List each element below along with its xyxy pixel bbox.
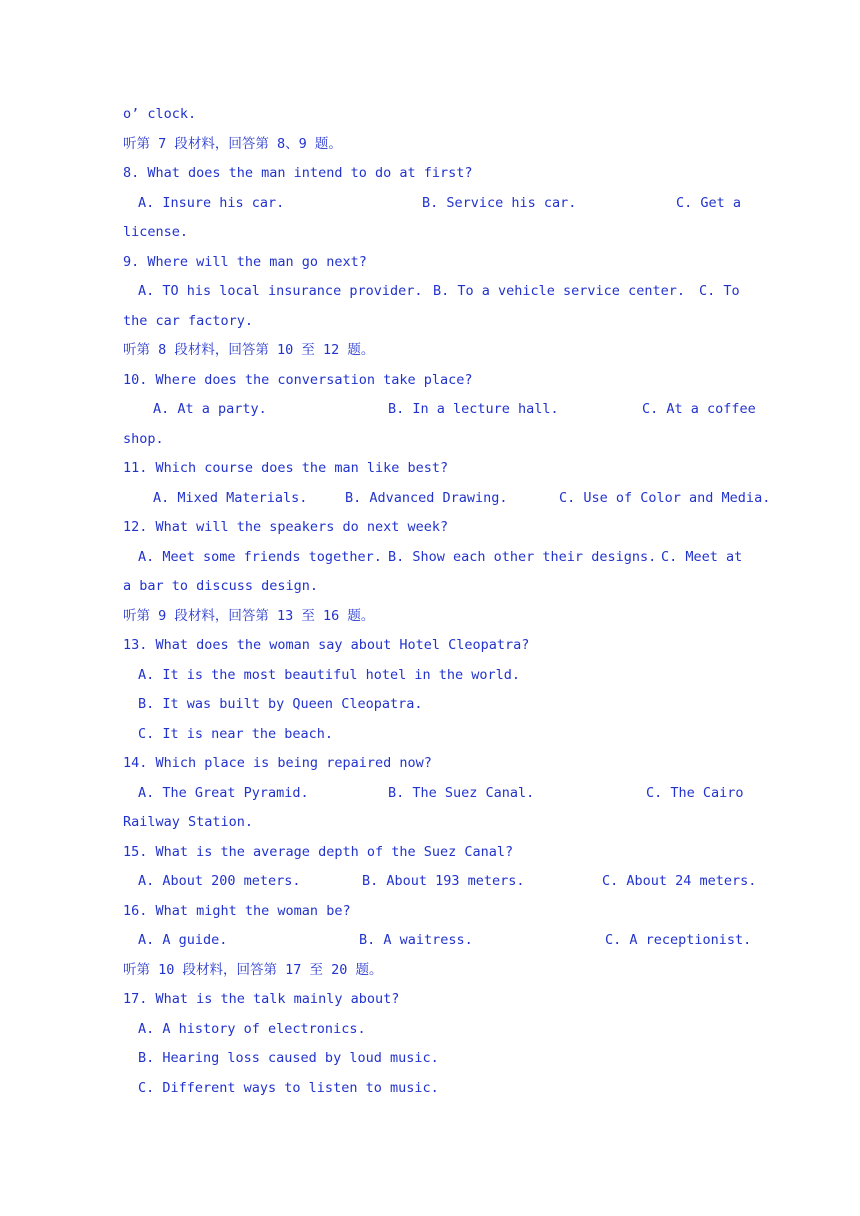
option-c: C. To <box>699 283 740 299</box>
text-line: o’ clock. <box>123 106 197 122</box>
option-b: B. It was built by Queen Cleopatra. <box>138 696 423 712</box>
option-b: B. Hearing loss caused by loud music. <box>138 1050 439 1066</box>
option-b: B. In a lecture hall. <box>388 401 559 417</box>
option-c: C. It is near the beach. <box>138 726 334 742</box>
option-a: A. TO his local insurance provider. <box>138 283 423 299</box>
text-line: shop. <box>123 431 164 447</box>
option-a: A. Insure his car. <box>138 195 285 211</box>
option-a: A. About 200 meters. <box>138 873 301 889</box>
section-heading: 听第 7 段材料，回答第 8、9 题。 <box>123 136 342 152</box>
option-a: A. A history of electronics. <box>138 1021 366 1037</box>
section-heading: 听第 10 段材料，回答第 17 至 20 题。 <box>123 962 383 978</box>
option-b: B. A waitress. <box>359 932 473 948</box>
question-8: 8. What does the man intend to do at first? <box>123 165 473 181</box>
option-c: C. The Cairo <box>646 785 744 801</box>
option-c: C. Get a <box>676 195 742 211</box>
option-b: B. To a vehicle service center. <box>433 283 685 299</box>
question-16: 16. What might the woman be? <box>123 903 351 919</box>
section-heading: 听第 8 段材料，回答第 10 至 12 题。 <box>123 342 375 358</box>
question-9: 9. Where will the man go next? <box>123 254 367 270</box>
text-line: a bar to discuss design. <box>123 578 319 594</box>
question-11: 11. Which course does the man like best? <box>123 460 449 476</box>
option-b: B. The Suez Canal. <box>388 785 535 801</box>
question-17: 17. What is the talk mainly about? <box>123 991 400 1007</box>
option-c: C. Different ways to listen to music. <box>138 1080 439 1096</box>
text-line: Railway Station. <box>123 814 254 830</box>
question-14: 14. Which place is being repaired now? <box>123 755 432 771</box>
option-a: A. It is the most beautiful hotel in the world. <box>138 667 521 683</box>
option-c: C. A receptionist. <box>605 932 752 948</box>
option-b: B. Advanced Drawing. <box>345 490 508 506</box>
question-12: 12. What will the speakers do next week? <box>123 519 449 535</box>
option-b: B. Show each other their designs. <box>388 549 657 565</box>
option-c: C. About 24 meters. <box>602 873 757 889</box>
section-heading: 听第 9 段材料，回答第 13 至 16 题。 <box>123 608 375 624</box>
text-line: the car factory. <box>123 313 254 329</box>
option-c: C. Use of Color and Media. <box>559 490 771 506</box>
question-10: 10. Where does the conversation take place? <box>123 372 473 388</box>
text-line: license. <box>123 224 189 240</box>
option-a: A. At a party. <box>153 401 267 417</box>
option-a: A. The Great Pyramid. <box>138 785 309 801</box>
option-c: C. At a coffee <box>642 401 756 417</box>
option-b: B. Service his car. <box>422 195 577 211</box>
question-15: 15. What is the average depth of the Suez Canal? <box>123 844 514 860</box>
option-a: A. Meet some friends together. <box>138 549 382 565</box>
option-b: B. About 193 meters. <box>362 873 525 889</box>
option-a: A. Mixed Materials. <box>153 490 308 506</box>
question-13: 13. What does the woman say about Hotel Cleopatra? <box>123 637 530 653</box>
option-a: A. A guide. <box>138 932 228 948</box>
option-c: C. Meet at <box>661 549 743 565</box>
